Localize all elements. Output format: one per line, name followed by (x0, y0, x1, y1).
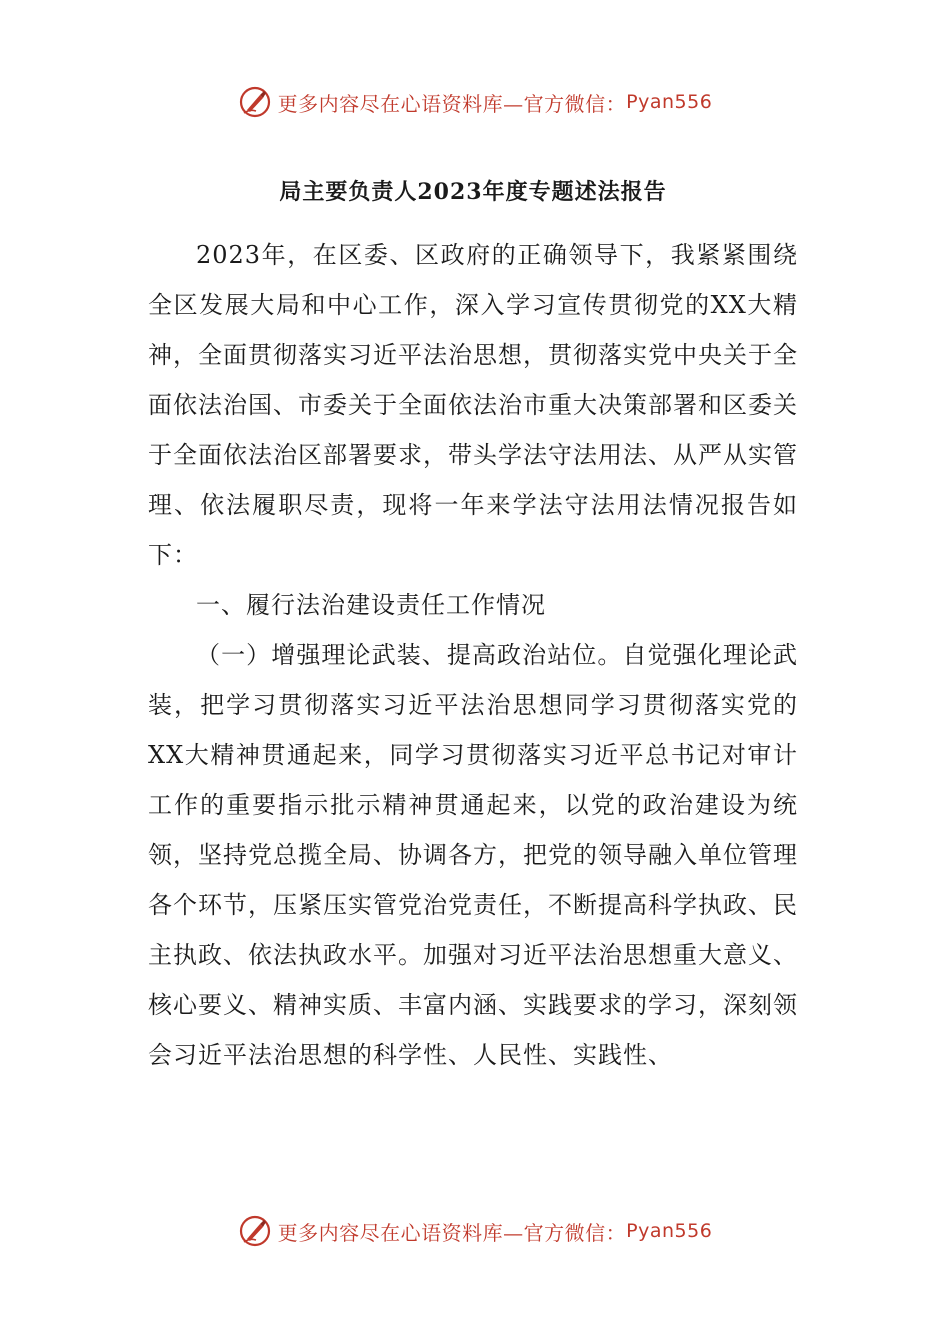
section-paragraph: （一）增强理论武装、提高政治站位。自觉强化理论武装，把学习贯彻落实习近平法治思想同学习贯彻落实党的XX大精神贯通起来，同学习贯彻落实习近平总书记对审计工作的重要指示批示精神贯通起来，以党的政治建设为统领，坚持党总揽全局、协调各方，把党的领导融入单位管理各个环节，压紧压实管党治党责任，不断提高科学执政、民主执政、依法执政水平。加强对习近平法治思想重大意义、核心要义、精神实质、丰富内涵、实践要求的学习，深刻领会习近平法治思想的科学性、人民性、实践性、 (148, 641, 798, 1069)
document-title: 局主要负责人2023年度专题述法报告 (279, 179, 667, 205)
watermark-text: 更多内容尽在心语资料库—官方微信： (277, 1220, 627, 1245)
watermark-wechat-id: Pyan556 (626, 1220, 713, 1242)
document-body (148, 172, 798, 1080)
watermark-footer (0, 1211, 950, 1251)
watermark-text: 更多内容尽在心语资料库—官方微信： (277, 91, 627, 116)
intro-paragraph: 2023年，在区委、区政府的正确领导下，我紧紧围绕全区发展大局和中心工作，深入学习宣传贯彻党的XX大精神，全面贯彻落实习近平法治思想，贯彻落实党中央关于全面依法治国、市委关于全面依法治市重大决策部署和区委关于全面依法治区部署要求，带头学法守法用法、从严从实管理、依法履职尽责，现将一年来学法守法用法情况报告如下： (148, 241, 798, 569)
watermark-header (0, 82, 950, 122)
pen-quill-logo-icon (238, 1214, 272, 1248)
watermark-wechat-id: Pyan556 (626, 91, 713, 113)
pen-quill-logo-icon (238, 85, 272, 119)
section-heading: 一、履行法治建设责任工作情况 (196, 591, 546, 619)
